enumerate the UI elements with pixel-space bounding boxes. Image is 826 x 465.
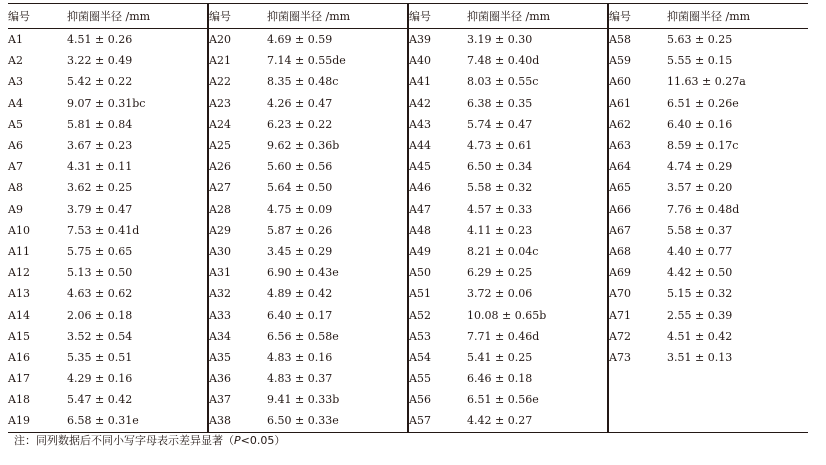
radius-value-cell: 9.41 ± 0.33b — [267, 393, 340, 407]
radius-value-cell: 2.55 ± 0.39 — [667, 308, 733, 322]
radius-value-cell: 4.69 ± 0.59 — [267, 33, 333, 47]
sample-id-cell: A65 — [608, 177, 667, 198]
radius-value-cell: 4.51 ± 0.42 — [667, 329, 733, 343]
radius-value-cell: 5.60 ± 0.56 — [267, 160, 333, 174]
radius-value-cell: 5.75 ± 0.65 — [67, 244, 133, 258]
radius-value-cell: 8.21 ± 0.04c — [467, 244, 539, 258]
radius-value-cell: 5.87 ± 0.26 — [267, 223, 333, 237]
sample-id-cell: A57 — [408, 410, 467, 432]
sample-id-cell: A18 — [8, 393, 30, 407]
sample-id-cell: A23 — [208, 93, 267, 114]
sample-id-cell: A30 — [208, 241, 267, 262]
radius-value-cell: 5.47 ± 0.42 — [67, 393, 133, 407]
radius-value-cell: 7.14 ± 0.55de — [267, 54, 346, 68]
sample-id-cell: A4 — [8, 96, 23, 110]
radius-value-cell: 4.83 ± 0.37 — [267, 372, 333, 386]
sample-id-cell: A51 — [408, 283, 467, 304]
radius-value-cell: 6.23 ± 0.22 — [267, 117, 333, 131]
radius-value-cell: 8.35 ± 0.48c — [267, 75, 339, 89]
header-radius-4: 抑菌圈半径 /mm — [667, 10, 751, 23]
table-note — [14, 432, 285, 448]
radius-value-cell: 3.67 ± 0.23 — [67, 139, 133, 153]
sample-id-cell: A41 — [408, 71, 467, 92]
inhibition-zone-table — [8, 3, 808, 433]
table-row — [8, 368, 808, 389]
table-row — [8, 304, 808, 325]
sample-id-cell: A6 — [8, 139, 23, 153]
radius-value-cell: 4.63 ± 0.62 — [67, 287, 133, 301]
sample-id-cell: A17 — [8, 372, 30, 386]
radius-value-cell: 3.51 ± 0.13 — [667, 350, 733, 364]
sample-id-cell: A11 — [8, 244, 30, 258]
header-id-2: 编号 — [208, 4, 267, 29]
sample-id-cell: A29 — [208, 220, 267, 241]
sample-id-cell: A38 — [208, 410, 267, 432]
sample-id-cell: A54 — [408, 347, 467, 368]
radius-value-cell: 5.55 ± 0.15 — [667, 54, 733, 68]
sample-id-cell: A35 — [208, 347, 267, 368]
sample-id-cell: A9 — [8, 202, 23, 216]
sample-id-cell: A8 — [8, 181, 23, 195]
radius-value-cell: 9.62 ± 0.36b — [267, 139, 340, 153]
header-row — [8, 4, 808, 29]
sample-id-cell: A61 — [608, 93, 667, 114]
header-id-4: 编号 — [608, 4, 667, 29]
radius-value-cell: 8.59 ± 0.17c — [667, 139, 739, 153]
table-row — [8, 114, 808, 135]
sample-id-cell: A40 — [408, 50, 467, 71]
sample-id-cell: A50 — [408, 262, 467, 283]
radius-value-cell: 4.11 ± 0.23 — [467, 223, 533, 237]
radius-value-cell: 3.72 ± 0.06 — [467, 287, 533, 301]
sample-id-cell: A58 — [608, 29, 667, 51]
sample-id-cell: A31 — [208, 262, 267, 283]
sample-id-cell: A52 — [408, 304, 467, 325]
table-body — [8, 29, 808, 433]
sample-id-cell: A1 — [8, 33, 23, 47]
sample-id-cell: A43 — [408, 114, 467, 135]
sample-id-cell: A33 — [208, 304, 267, 325]
table-row — [8, 50, 808, 71]
note-suffix: <0.05） — [240, 434, 286, 447]
sample-id-cell: A59 — [608, 50, 667, 71]
radius-value-cell: 4.51 ± 0.26 — [67, 33, 133, 47]
radius-value-cell: 4.42 ± 0.27 — [467, 414, 533, 428]
sample-id-cell: A13 — [8, 287, 30, 301]
radius-value-cell: 6.40 ± 0.17 — [267, 308, 333, 322]
radius-value-cell: 4.57 ± 0.33 — [467, 202, 533, 216]
sample-id-cell: A66 — [608, 199, 667, 220]
table-row — [8, 135, 808, 156]
sample-id-cell: A36 — [208, 368, 267, 389]
sample-id-cell: A19 — [8, 414, 30, 428]
radius-value-cell: 4.75 ± 0.09 — [267, 202, 333, 216]
radius-value-cell: 3.52 ± 0.54 — [67, 329, 133, 343]
radius-value-cell: 5.81 ± 0.84 — [67, 117, 133, 131]
sample-id-cell: A15 — [8, 329, 30, 343]
sample-id-cell: A67 — [608, 220, 667, 241]
empty-cell — [608, 368, 667, 389]
radius-value-cell: 6.51 ± 0.26e — [667, 96, 739, 110]
radius-value-cell: 4.40 ± 0.77 — [667, 244, 733, 258]
table-row — [8, 71, 808, 92]
radius-value-cell: 2.06 ± 0.18 — [67, 308, 133, 322]
header-radius-2: 抑菌圈半径 /mm — [267, 10, 351, 23]
sample-id-cell: A10 — [8, 223, 30, 237]
header-id-3: 编号 — [408, 4, 467, 29]
radius-value-cell: 10.08 ± 0.65b — [467, 308, 547, 322]
sample-id-cell: A20 — [208, 29, 267, 51]
sample-id-cell: A32 — [208, 283, 267, 304]
sample-id-cell: A45 — [408, 156, 467, 177]
radius-value-cell: 6.51 ± 0.56e — [467, 393, 539, 407]
radius-value-cell: 6.50 ± 0.33e — [267, 414, 339, 428]
note-p-symbol: P — [234, 434, 241, 447]
radius-value-cell: 8.03 ± 0.55c — [467, 75, 539, 89]
radius-value-cell: 5.74 ± 0.47 — [467, 117, 533, 131]
sample-id-cell: A26 — [208, 156, 267, 177]
radius-value-cell: 5.58 ± 0.32 — [467, 181, 533, 195]
radius-value-cell: 4.26 ± 0.47 — [267, 96, 333, 110]
table-row — [8, 389, 808, 410]
sample-id-cell: A53 — [408, 326, 467, 347]
radius-value-cell: 4.74 ± 0.29 — [667, 160, 733, 174]
note-prefix: 注：同列数据后不同小写字母表示差异显著（ — [14, 434, 234, 447]
radius-value-cell: 6.29 ± 0.25 — [467, 266, 533, 280]
sample-id-cell: A39 — [408, 29, 467, 51]
sample-id-cell: A56 — [408, 389, 467, 410]
empty-cell — [667, 410, 808, 432]
radius-value-cell: 7.76 ± 0.48d — [667, 202, 740, 216]
radius-value-cell: 3.19 ± 0.30 — [467, 33, 533, 47]
radius-value-cell: 6.90 ± 0.43e — [267, 266, 339, 280]
sample-id-cell: A16 — [8, 350, 30, 364]
sample-id-cell: A21 — [208, 50, 267, 71]
empty-cell — [667, 368, 808, 389]
sample-id-cell: A72 — [608, 326, 667, 347]
radius-value-cell: 4.29 ± 0.16 — [67, 372, 133, 386]
radius-value-cell: 7.71 ± 0.46d — [467, 329, 540, 343]
radius-value-cell: 6.46 ± 0.18 — [467, 372, 533, 386]
radius-value-cell: 3.79 ± 0.47 — [67, 202, 133, 216]
table-row — [8, 29, 808, 51]
table-row — [8, 283, 808, 304]
empty-cell — [608, 389, 667, 410]
sample-id-cell: A44 — [408, 135, 467, 156]
radius-value-cell: 5.13 ± 0.50 — [67, 266, 133, 280]
sample-id-cell: A37 — [208, 389, 267, 410]
radius-value-cell: 5.58 ± 0.37 — [667, 223, 733, 237]
radius-value-cell: 5.41 ± 0.25 — [467, 350, 533, 364]
table-row — [8, 241, 808, 262]
table-row — [8, 177, 808, 198]
sample-id-cell: A7 — [8, 160, 23, 174]
radius-value-cell: 4.83 ± 0.16 — [267, 350, 333, 364]
radius-value-cell: 6.58 ± 0.31e — [67, 414, 139, 428]
table-row — [8, 326, 808, 347]
table-row — [8, 347, 808, 368]
sample-id-cell: A34 — [208, 326, 267, 347]
sample-id-cell: A71 — [608, 304, 667, 325]
sample-id-cell: A49 — [408, 241, 467, 262]
sample-id-cell: A2 — [8, 54, 23, 68]
radius-value-cell: 3.62 ± 0.25 — [67, 181, 133, 195]
radius-value-cell: 7.48 ± 0.40d — [467, 54, 540, 68]
radius-value-cell: 6.50 ± 0.34 — [467, 160, 533, 174]
header-radius-1: 抑菌圈半径 /mm — [67, 10, 151, 23]
radius-value-cell: 4.73 ± 0.61 — [467, 139, 533, 153]
radius-value-cell: 5.15 ± 0.32 — [667, 287, 733, 301]
sample-id-cell: A27 — [208, 177, 267, 198]
table-row — [8, 220, 808, 241]
sample-id-cell: A48 — [408, 220, 467, 241]
radius-value-cell: 4.31 ± 0.11 — [67, 160, 133, 174]
sample-id-cell: A70 — [608, 283, 667, 304]
sample-id-cell: A47 — [408, 199, 467, 220]
sample-id-cell: A5 — [8, 117, 23, 131]
radius-value-cell: 4.42 ± 0.50 — [667, 266, 733, 280]
radius-value-cell: 5.63 ± 0.25 — [667, 33, 733, 47]
sample-id-cell: A14 — [8, 308, 30, 322]
sample-id-cell: A63 — [608, 135, 667, 156]
sample-id-cell: A55 — [408, 368, 467, 389]
sample-id-cell: A60 — [608, 71, 667, 92]
sample-id-cell: A3 — [8, 75, 23, 89]
radius-value-cell: 6.56 ± 0.58e — [267, 329, 339, 343]
radius-value-cell: 5.42 ± 0.22 — [67, 75, 133, 89]
radius-value-cell: 3.22 ± 0.49 — [67, 54, 133, 68]
sample-id-cell: A69 — [608, 262, 667, 283]
table-row — [8, 93, 808, 114]
header-id-1: 编号 — [8, 10, 30, 23]
radius-value-cell: 4.89 ± 0.42 — [267, 287, 333, 301]
sample-id-cell: A62 — [608, 114, 667, 135]
table-row — [8, 410, 808, 432]
sample-id-cell: A28 — [208, 199, 267, 220]
radius-value-cell: 7.53 ± 0.41d — [67, 223, 140, 237]
table-row — [8, 156, 808, 177]
empty-cell — [667, 389, 808, 410]
radius-value-cell: 3.45 ± 0.29 — [267, 244, 333, 258]
table-header — [8, 4, 808, 29]
radius-value-cell: 6.40 ± 0.16 — [667, 117, 733, 131]
radius-value-cell: 5.64 ± 0.50 — [267, 181, 333, 195]
sample-id-cell: A12 — [8, 266, 30, 280]
sample-id-cell: A68 — [608, 241, 667, 262]
sample-id-cell: A46 — [408, 177, 467, 198]
empty-cell — [608, 410, 667, 432]
table-row — [8, 199, 808, 220]
radius-value-cell: 11.63 ± 0.27a — [667, 75, 746, 89]
sample-id-cell: A73 — [608, 347, 667, 368]
sample-id-cell: A64 — [608, 156, 667, 177]
sample-id-cell: A42 — [408, 93, 467, 114]
sample-id-cell: A22 — [208, 71, 267, 92]
radius-value-cell: 5.35 ± 0.51 — [67, 350, 133, 364]
table-row — [8, 262, 808, 283]
radius-value-cell: 9.07 ± 0.31bc — [67, 96, 146, 110]
radius-value-cell: 6.38 ± 0.35 — [467, 96, 533, 110]
sample-id-cell: A25 — [208, 135, 267, 156]
header-radius-3: 抑菌圈半径 /mm — [467, 10, 551, 23]
radius-value-cell: 3.57 ± 0.20 — [667, 181, 733, 195]
sample-id-cell: A24 — [208, 114, 267, 135]
